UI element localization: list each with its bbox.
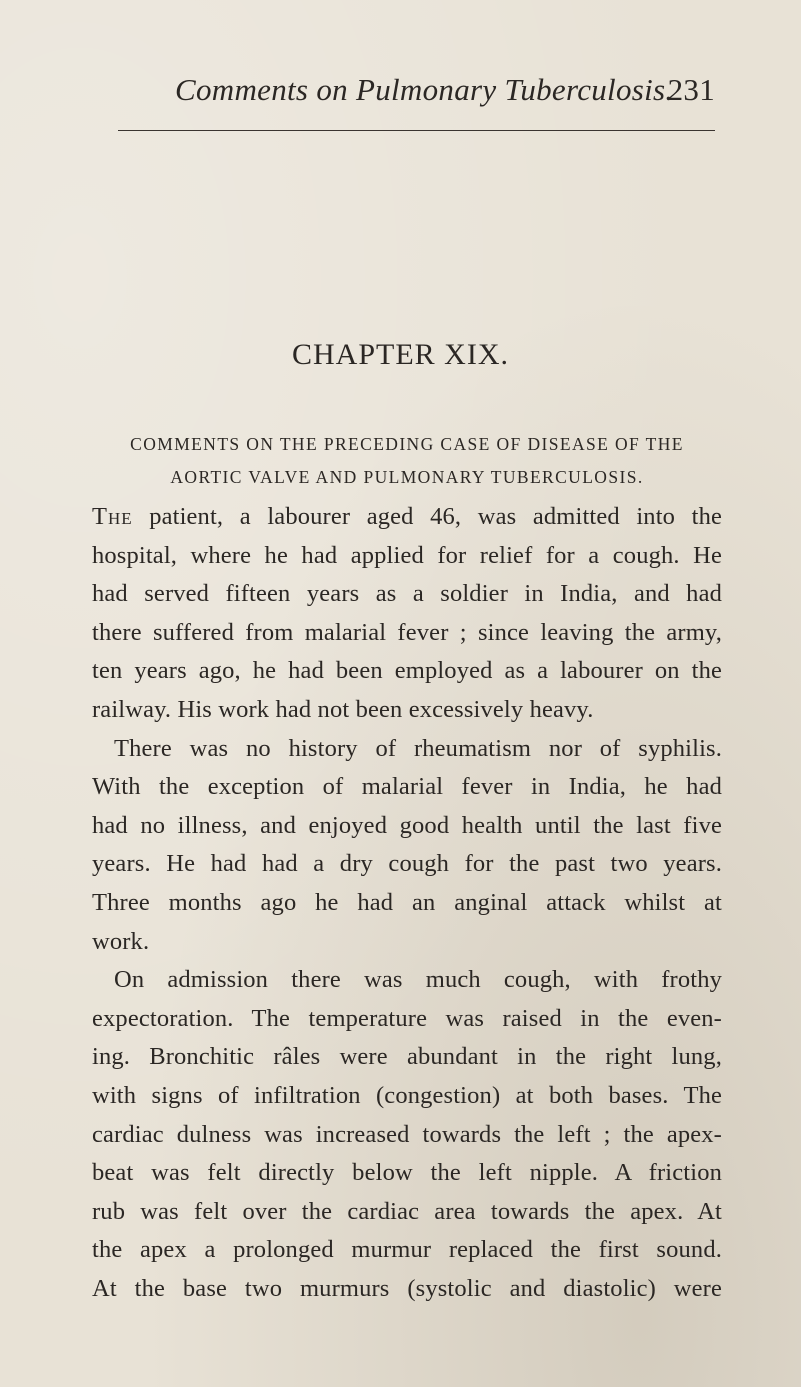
text-line: With the exception of malarial fever in India, he had [92,773,722,801]
text-line: beat was felt directly below the left nipple. A friction [92,1159,722,1187]
chapter-subtitle-line: COMMENTS ON THE PRECEDING CASE OF DISEASE OF THE [130,434,684,454]
text-line [92,498,722,537]
text-line: On admission there was much cough, with frothy [114,966,722,994]
lead-word: The [92,503,133,530]
running-head [175,72,715,116]
text-line: with signs of infiltration (congestion) at both bases. The [92,1081,722,1109]
text-line: cardiac dulness was increased towards the left ; the apex- [92,1120,722,1148]
text-line: had served fifteen years as a soldier in India, and had [92,580,722,608]
text-line: rub was felt over the cardiac area towards the apex. At [92,1197,722,1225]
running-title: Comments on Pulmonary Tuberculosis. [175,72,674,107]
text-line: years. He had had a dry cough for the past two years. [92,850,722,878]
text-line: hospital, where he had applied for relief for a cough. He [92,541,722,569]
page-number: 231 [667,72,715,107]
text-line: work. [92,927,150,955]
header-rule [118,130,715,131]
chapter-subtitle [92,428,722,494]
chapter-title: CHAPTER XIX. [291,338,509,371]
body-text [92,498,722,1308]
text-line: had no illness, and enjoyed good health until the last five [92,811,722,839]
text-line: Three months ago he had an anginal attack whilst at [92,888,722,916]
text-line-rest: patient, a labourer aged 46, was admitted into the [132,503,722,530]
text-line: the apex a prolonged murmur replaced the first sound. [92,1236,722,1264]
text-line: There was no history of rheumatism nor of syphilis. [114,734,722,762]
text-line: there suffered from malarial fever ; since leaving the army, [92,618,722,646]
text-line: expectoration. The temperature was raised in the even- [92,1004,722,1032]
text-line: ten years ago, he had been employed as a labourer on the [92,657,722,685]
chapter-subtitle-line: AORTIC VALVE AND PULMONARY TUBERCULOSIS. [170,467,644,487]
text-line: ing. Bronchitic râles were abundant in the right lung, [92,1043,722,1071]
text-line: railway. His work had not been excessively heavy. [92,695,594,723]
text-line: At the base two murmurs (systolic and diastolic) were [92,1274,722,1302]
